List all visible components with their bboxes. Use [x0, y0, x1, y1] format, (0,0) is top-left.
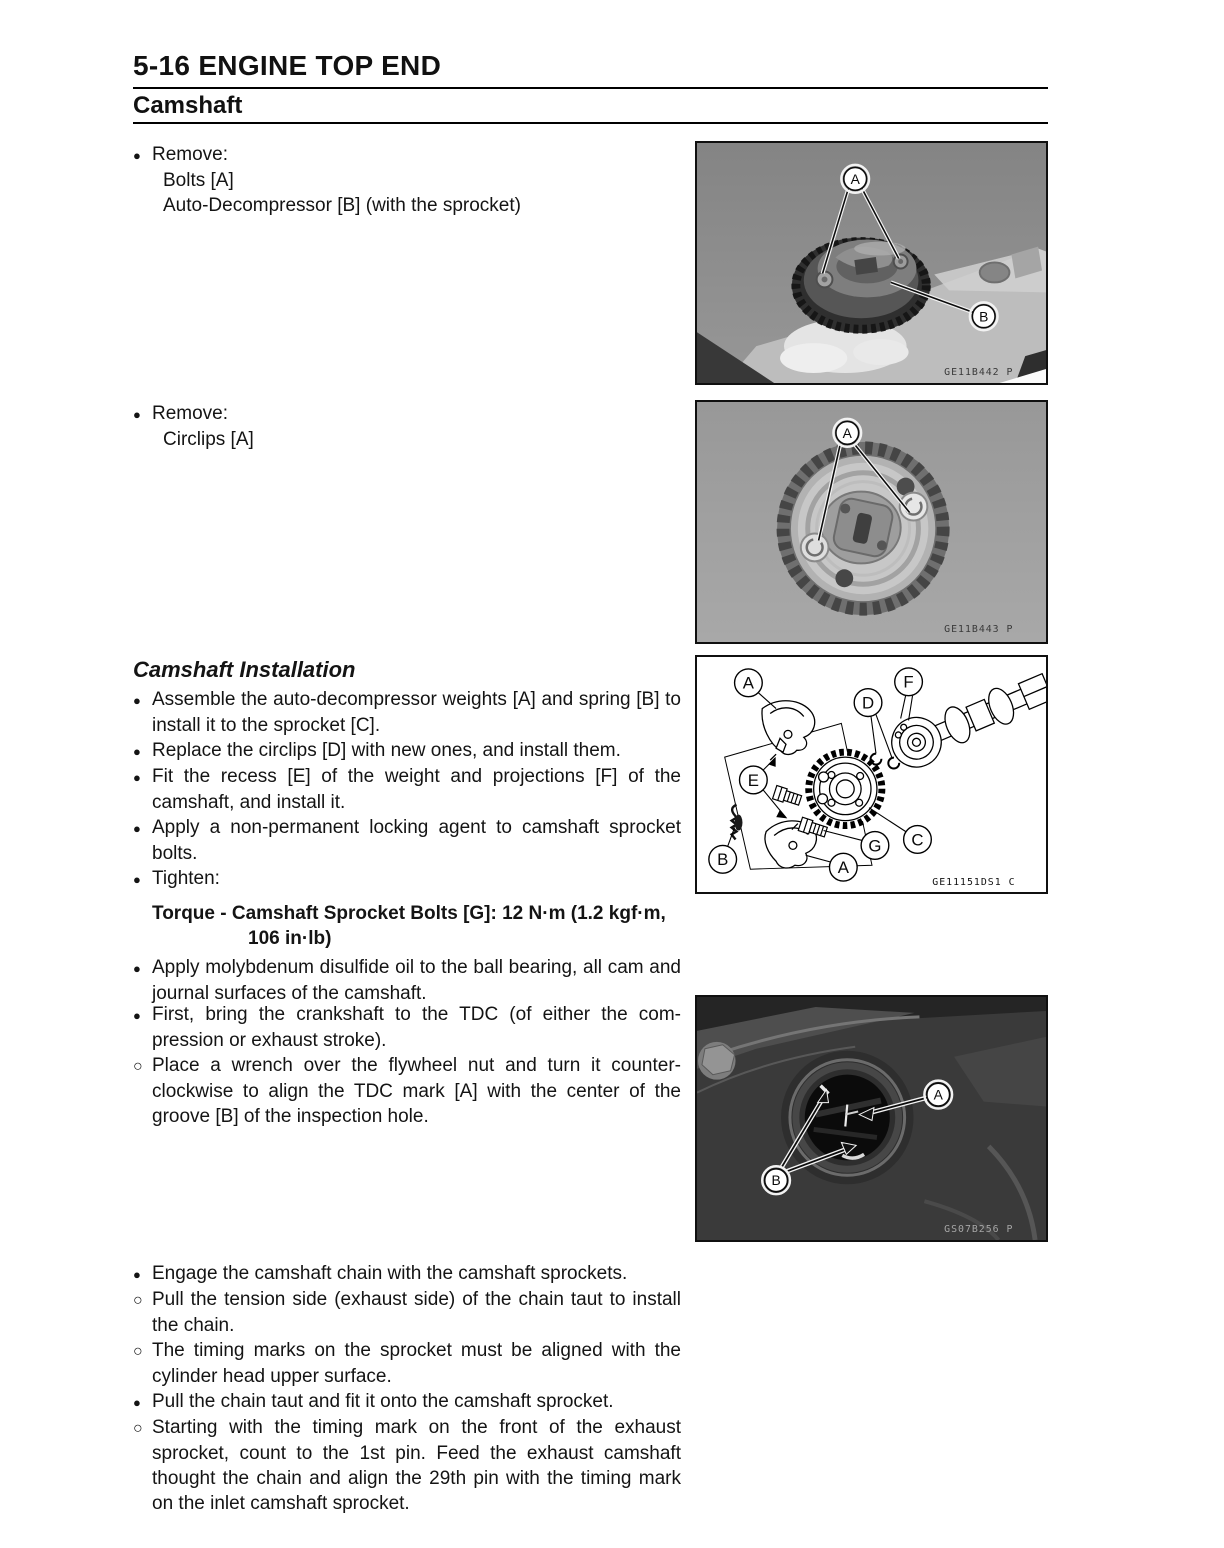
sub-bullet-icon: ○ [133, 1292, 143, 1309]
figure-caption: GE11151DS1 C [932, 877, 1016, 889]
bullet-icon: ● [133, 821, 141, 836]
step-text: The timing marks on the sprocket must be aligned with the cylinder head upper surface. [152, 1340, 681, 1387]
bullet-icon: ● [133, 961, 141, 976]
bullet-icon: ● [133, 693, 141, 708]
torque-spec-line2: 106 in·lb) [248, 928, 332, 949]
remove-circlips-block [133, 401, 681, 452]
step-text: Remove: [152, 144, 229, 165]
list-item [133, 1053, 681, 1129]
callout-letter: E [747, 770, 759, 790]
list-item [133, 738, 681, 764]
list-subline: Circlips [A] [163, 429, 254, 450]
callout-letter: F [903, 672, 914, 692]
section-divider [133, 122, 1048, 124]
diagram-camshaft-assembly [697, 657, 1046, 892]
callout-letter: A [837, 858, 849, 878]
bullet-icon: ● [133, 1267, 141, 1282]
header-divider [133, 87, 1048, 89]
list-item [133, 1002, 681, 1053]
figure-tdc-inspection-photo [695, 995, 1048, 1242]
figure-caption: GE11B443 P [944, 624, 1014, 636]
circlip-left [801, 533, 829, 561]
step-text: Pull the chain taut and fit it onto the camshaft sprocket. [152, 1391, 614, 1412]
page-title: 5-16 ENGINE TOP END [133, 50, 442, 81]
bullet-icon: ● [133, 872, 141, 887]
step-text: First, bring the crankshaft to the TDC (of either the compression or exhaust stroke). [152, 1004, 681, 1051]
chain-block [133, 1261, 681, 1516]
list-item [133, 955, 681, 1006]
figure-caption: GS07B256 P [944, 1224, 1014, 1236]
sprocket-gear [777, 442, 949, 615]
callout-letter: A [742, 673, 755, 693]
list-item [133, 687, 681, 738]
list-item [133, 1261, 681, 1287]
figure-circlips-photo [695, 400, 1048, 644]
bullet-icon: ● [133, 1395, 141, 1410]
sprocket-assembly [792, 238, 930, 334]
figure-exploded-diagram [695, 655, 1048, 894]
callout-letter: A [850, 170, 860, 187]
installation-block [133, 657, 681, 1006]
tdc-block [133, 1002, 681, 1129]
step-text: Replace the circlips [D] with new ones, and install them. [152, 740, 621, 761]
step-text: Place a wrench over the flywheel nut and turn it counterclockwise to align the TDC mark [A] with the center of the groove [B] of the inspection hole. [152, 1055, 681, 1127]
subsection-title: Camshaft Installation [133, 657, 356, 682]
list-item [133, 142, 681, 168]
step-text: Pull the tension side (exhaust side) of the chain taut to install the chain. [152, 1289, 681, 1336]
callout-letter: D [861, 693, 875, 713]
callout-letter: B [979, 308, 989, 325]
list-item [133, 1338, 681, 1389]
step-text: Apply a non-permanent locking agent to camshaft sprocket bolts. [152, 817, 681, 864]
callout-letter: B [717, 850, 729, 870]
list-subline: Bolts [A] [163, 170, 234, 191]
list-item [133, 764, 681, 815]
sprocket [809, 752, 882, 825]
bullet-icon: ● [133, 148, 141, 163]
callout-c [904, 826, 932, 854]
callout-letter: A [842, 424, 852, 441]
callout-letter: C [911, 830, 924, 850]
step-text: Tighten: [152, 868, 220, 889]
sub-bullet-icon: ○ [133, 1058, 143, 1075]
step-text: Starting with the timing mark on the front of the exhaust sprocket, count to the 1st pin. Feed the exhaust camshaft thought the chain and align the 29th pin with the timing mark on the inlet camshaft sprocket. [152, 1417, 681, 1514]
list-item [133, 1287, 681, 1338]
callout-g [861, 832, 889, 860]
bullet-icon: ● [133, 744, 141, 759]
figure-caption: GE11B442 P [944, 367, 1014, 379]
list-item [133, 815, 681, 866]
figure-auto-decompressor-photo [695, 141, 1048, 385]
list-subline: Auto-Decompressor [B] (with the sprocket) [163, 195, 521, 216]
callout-a1 [735, 669, 763, 697]
photo-sprocket-circlips [697, 402, 1046, 642]
list-item [133, 1389, 681, 1415]
callout-a2 [829, 853, 857, 881]
callout-d [854, 689, 882, 717]
step-text: Fit the recess [E] of the weight and projections [F] of the camshaft, and install it. [152, 766, 681, 813]
callout-letter: G [868, 836, 882, 856]
sub-bullet-icon: ○ [133, 1343, 143, 1360]
callout-b [709, 845, 737, 873]
callout-e [740, 766, 768, 794]
torque-spec-line1: Torque - Camshaft Sprocket Bolts [G]: 12 N·m (1.2 kgf·m, [152, 903, 666, 924]
callout-f [895, 668, 923, 696]
sub-bullet-icon: ○ [133, 1420, 143, 1437]
list-item [133, 401, 681, 427]
photo-inspection-hole [697, 997, 1046, 1240]
section-title: Camshaft [133, 92, 243, 119]
step-text: Engage the camshaft chain with the camshaft sprockets. [152, 1263, 628, 1284]
step-text: Remove: [152, 403, 229, 424]
list-item [133, 1415, 681, 1516]
callout-letter: B [771, 1172, 781, 1189]
photo-auto-decompressor [697, 143, 1046, 383]
remove-bolts-block [133, 142, 681, 218]
bullet-icon: ● [133, 407, 141, 422]
bullet-icon: ● [133, 770, 141, 785]
bullet-icon: ● [133, 1008, 141, 1023]
step-text: Assemble the auto-decompressor weights [A] and spring [B] to install it to the sprocket [C]. [152, 689, 681, 736]
callout-letter: A [933, 1086, 943, 1103]
list-item [133, 866, 681, 892]
step-text: Apply molybdenum disulfide oil to the ball bearing, all cam and journal surfaces of the camshaft. [152, 957, 681, 1004]
